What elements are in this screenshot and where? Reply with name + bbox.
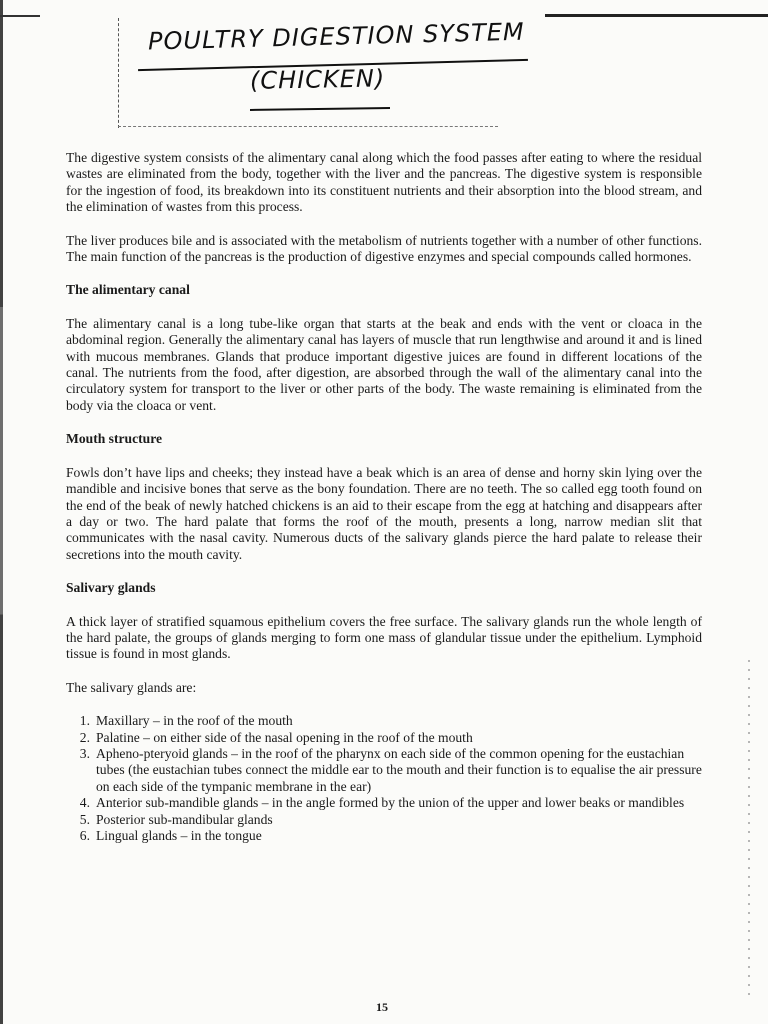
section-text-mouth-structure: Fowls don’t have lips and cheeks; they instead have a beak which is an area of dense and horny skin lying over the mandible and incisive bones that serve as the bony foundation. There are no teeth. The so called egg tooth found on the end of the beak of newly hatched chickens is an aid to their escape from the egg at hatching and disappears after a day or two. The hard palate that forms the roof of the mouth, presents a long, narrow median slit that communicates with the nasal cavity. Numerous ducts of the salivary glands pierce the hard palate to release their secretions into the mouth cavity. bbox=[66, 464, 702, 562]
scan-edge-left bbox=[0, 0, 3, 1024]
title-line-1: POULTRY DIGESTION SYSTEM bbox=[147, 17, 526, 56]
section-heading-salivary-glands: Salivary glands bbox=[66, 580, 156, 596]
list-item bbox=[79, 828, 702, 844]
document-body bbox=[66, 150, 702, 844]
section-heading-mouth-structure: Mouth structure bbox=[66, 431, 163, 447]
list-item bbox=[79, 795, 702, 811]
title-frame-left bbox=[118, 18, 120, 128]
list-item-text: Lingual glands – in the tongue bbox=[96, 828, 262, 843]
list-item bbox=[79, 745, 702, 795]
list-item-text: Maxillary – in the roof of the mouth bbox=[96, 713, 293, 729]
section-heading-alimentary-canal: The alimentary canal bbox=[66, 282, 190, 298]
list-item-number: 5. bbox=[79, 811, 90, 827]
list-item-text: Anterior sub-mandible glands – in the angle formed by the union of the upper and lower beaks or mandibles bbox=[96, 795, 685, 811]
list-item-number: 3. bbox=[79, 745, 90, 761]
scan-edge-top-left bbox=[0, 15, 40, 17]
section-text-alimentary-canal: The alimentary canal is a long tube-like organ that starts at the beak and ends with the vent or cloaca in the abdominal region. Generally the alimentary canal has layers of muscle that run lengthwise and around it and is lined with mucous membranes. Glands that produce important digestive juices are found in different locations of the canal. The nutrients from the food, after digestion, are absorbed through the wall of the alimentary canal into the circulatory system for transport to the liver or other parts of the body. The waste remaining is eliminated from the body via the cloaca or vent. bbox=[66, 315, 702, 413]
title-frame-bottom bbox=[118, 126, 498, 128]
subtitle-underline bbox=[250, 107, 390, 111]
list-item-text: Palatine – on either side of the nasal opening in the roof of the mouth bbox=[96, 729, 473, 745]
page-number: 15 bbox=[376, 1000, 388, 1014]
list-item bbox=[79, 713, 702, 729]
list-item-text: Apheno-pteryoid glands – in the roof of the pharynx on each side of the common opening for the eustachian tubes (the eustachian tubes connect the middle ear to the mouth and their function is to equalise the air pressure on each side of the tympanic membrane in the ear) bbox=[96, 745, 702, 794]
list-item-text: Posterior sub-mandibular glands bbox=[96, 811, 273, 827]
intro-paragraph-1: The digestive system consists of the alimentary canal along which the food passes after eating to where the residual wastes are eliminated from the body, together with the liver and the pancreas. The digestive system is responsible for the ingestion of food, its breakdown into its constituent nutrients and their absorption into the blood stream, and the elimination of wastes from this process. bbox=[66, 150, 702, 215]
list-item bbox=[79, 729, 702, 746]
list-item-number: 4. bbox=[79, 795, 90, 811]
section-text-salivary-glands: A thick layer of stratified squamous epithelium covers the free surface. The salivary glands run the whole length of the hard palate, the groups of glands merging to form one mass of glandular tissue under the epithelium. Lymphoid tissue is found in most glands. bbox=[66, 613, 702, 662]
list-intro: The salivary glands are: bbox=[66, 679, 197, 695]
scan-edge-right bbox=[748, 660, 750, 1000]
title-line-2: (CHICKEN) bbox=[249, 64, 386, 95]
list-item-number: 1. bbox=[79, 713, 90, 729]
scan-edge-top-right bbox=[545, 14, 768, 17]
list-item-number: 2. bbox=[79, 729, 90, 745]
salivary-glands-list bbox=[66, 713, 702, 844]
list-item bbox=[79, 811, 702, 828]
page-title bbox=[147, 17, 568, 95]
intro-paragraph-2: The liver produces bile and is associated with the metabolism of nutrients together with a number of other functions. The main function of the pancreas is the production of digestive enzymes and special compounds called hormones. bbox=[66, 232, 702, 265]
list-item-number: 6. bbox=[79, 828, 90, 843]
